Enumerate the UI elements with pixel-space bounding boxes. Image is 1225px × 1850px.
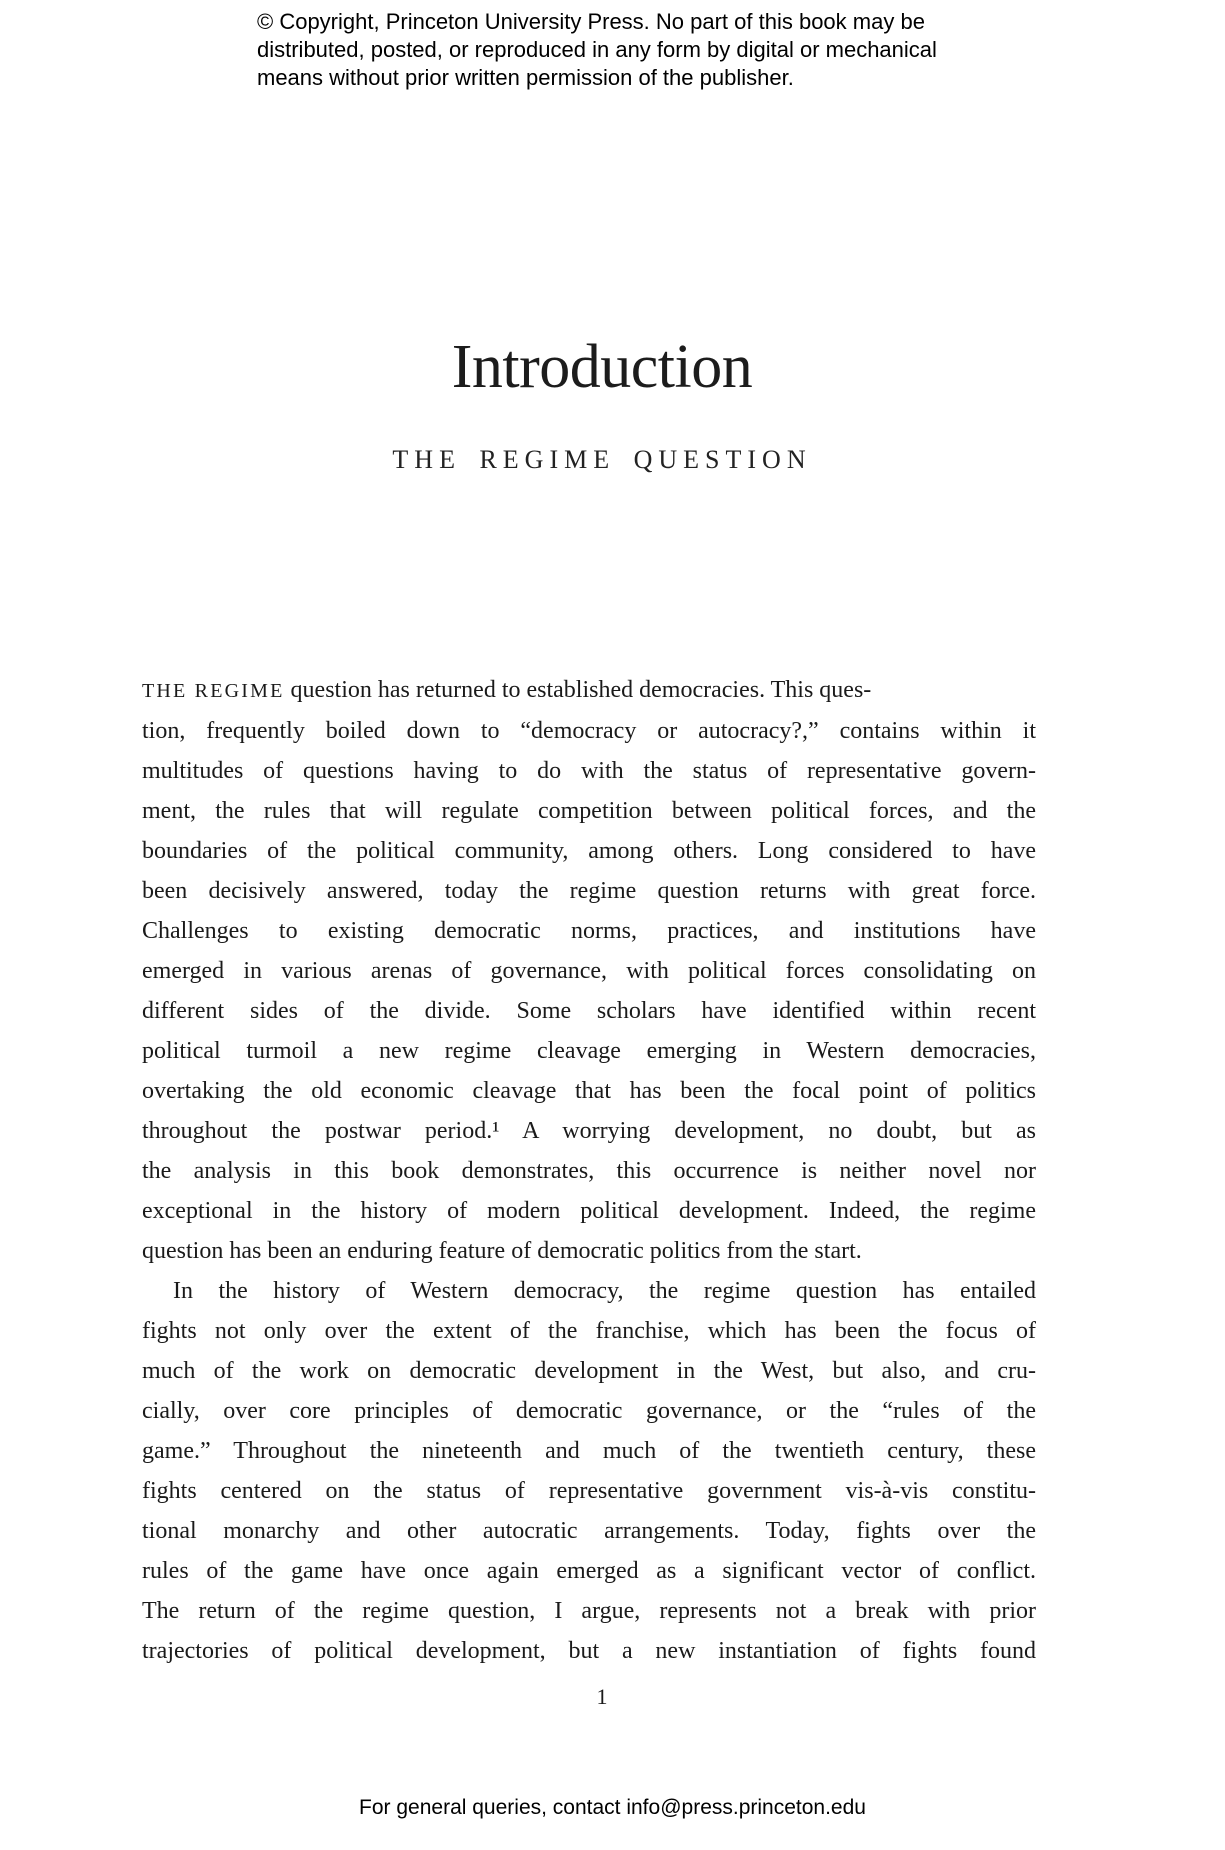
body-line: multitudes of questions having to do with the status of representative govern- xyxy=(142,758,1036,784)
body-line: game.” Throughout the nineteenth and much of the twentieth century, these xyxy=(142,1438,1036,1464)
paragraph-2 xyxy=(142,1271,1036,1671)
body-line: The return of the regime question, I argue, represents not a break with prior xyxy=(142,1598,1036,1624)
body-line: trajectories of political development, but a new instantiation of fights found xyxy=(142,1638,1036,1664)
copyright-line: means without prior written permission of the publisher. xyxy=(257,65,794,90)
body-line: much of the work on democratic development in the West, but also, and cru- xyxy=(142,1358,1036,1384)
body-line: In the history of Western democracy, the regime question has entailed xyxy=(173,1278,1036,1304)
body-line: overtaking the old economic cleavage that has been the focal point of politics xyxy=(142,1078,1036,1104)
body-line: different sides of the divide. Some scholars have identified within recent xyxy=(142,998,1036,1024)
body-line: cially, over core principles of democratic governance, or the “rules of the xyxy=(142,1398,1036,1424)
body-line: Challenges to existing democratic norms, practices, and institutions have xyxy=(142,918,1036,944)
body-line: fights not only over the extent of the franchise, which has been the focus of xyxy=(142,1318,1036,1344)
body-text xyxy=(142,670,1036,1671)
chapter-subtitle: THE REGIME QUESTION xyxy=(392,445,812,474)
page-title: Introduction xyxy=(451,333,753,401)
copyright-line: distributed, posted, or reproduced in any form by digital or mechanical xyxy=(257,37,937,62)
opening-line-rest: question has returned to established democracies. This ques- xyxy=(284,677,872,703)
body-line: throughout the postwar period.¹ A worrying development, no doubt, but as xyxy=(142,1118,1036,1144)
body-line-opening xyxy=(142,670,1036,711)
body-line: emerged in various arenas of governance, with political forces consolidating on xyxy=(142,958,1036,984)
body-line: boundaries of the political community, among others. Long considered to have xyxy=(142,838,1036,864)
copyright-line: © Copyright, Princeton University Press. No part of this book may be xyxy=(257,9,925,34)
body-line: been decisively answered, today the regime question returns with great force. xyxy=(142,878,1036,904)
body-line: political turmoil a new regime cleavage emerging in Western democracies, xyxy=(142,1038,1036,1064)
page-number: 1 xyxy=(596,1684,608,1709)
body-line: tional monarchy and other autocratic arrangements. Today, fights over the xyxy=(142,1518,1036,1544)
small-caps-lead: THE REGIME xyxy=(142,680,285,702)
body-line: tion, frequently boiled down to “democracy or autocracy?,” contains within it xyxy=(142,718,1036,744)
body-line: question has been an enduring feature of democratic politics from the start. xyxy=(142,1238,862,1264)
footer-contact: For general queries, contact info@press.princeton.edu xyxy=(359,1796,866,1819)
body-line: rules of the game have once again emerged as a significant vector of conflict. xyxy=(142,1558,1036,1584)
body-line: ment, the rules that will regulate competition between political forces, and the xyxy=(142,798,1036,824)
paragraph-1 xyxy=(142,670,1036,711)
copyright-notice xyxy=(257,8,937,92)
body-line: fights centered on the status of representative government vis-à-vis constitu- xyxy=(142,1478,1036,1504)
paragraph-1-lines xyxy=(142,711,1036,1271)
body-line: the analysis in this book demonstrates, this occurrence is neither novel nor xyxy=(142,1158,1036,1184)
body-line: exceptional in the history of modern political development. Indeed, the regime xyxy=(142,1198,1036,1224)
